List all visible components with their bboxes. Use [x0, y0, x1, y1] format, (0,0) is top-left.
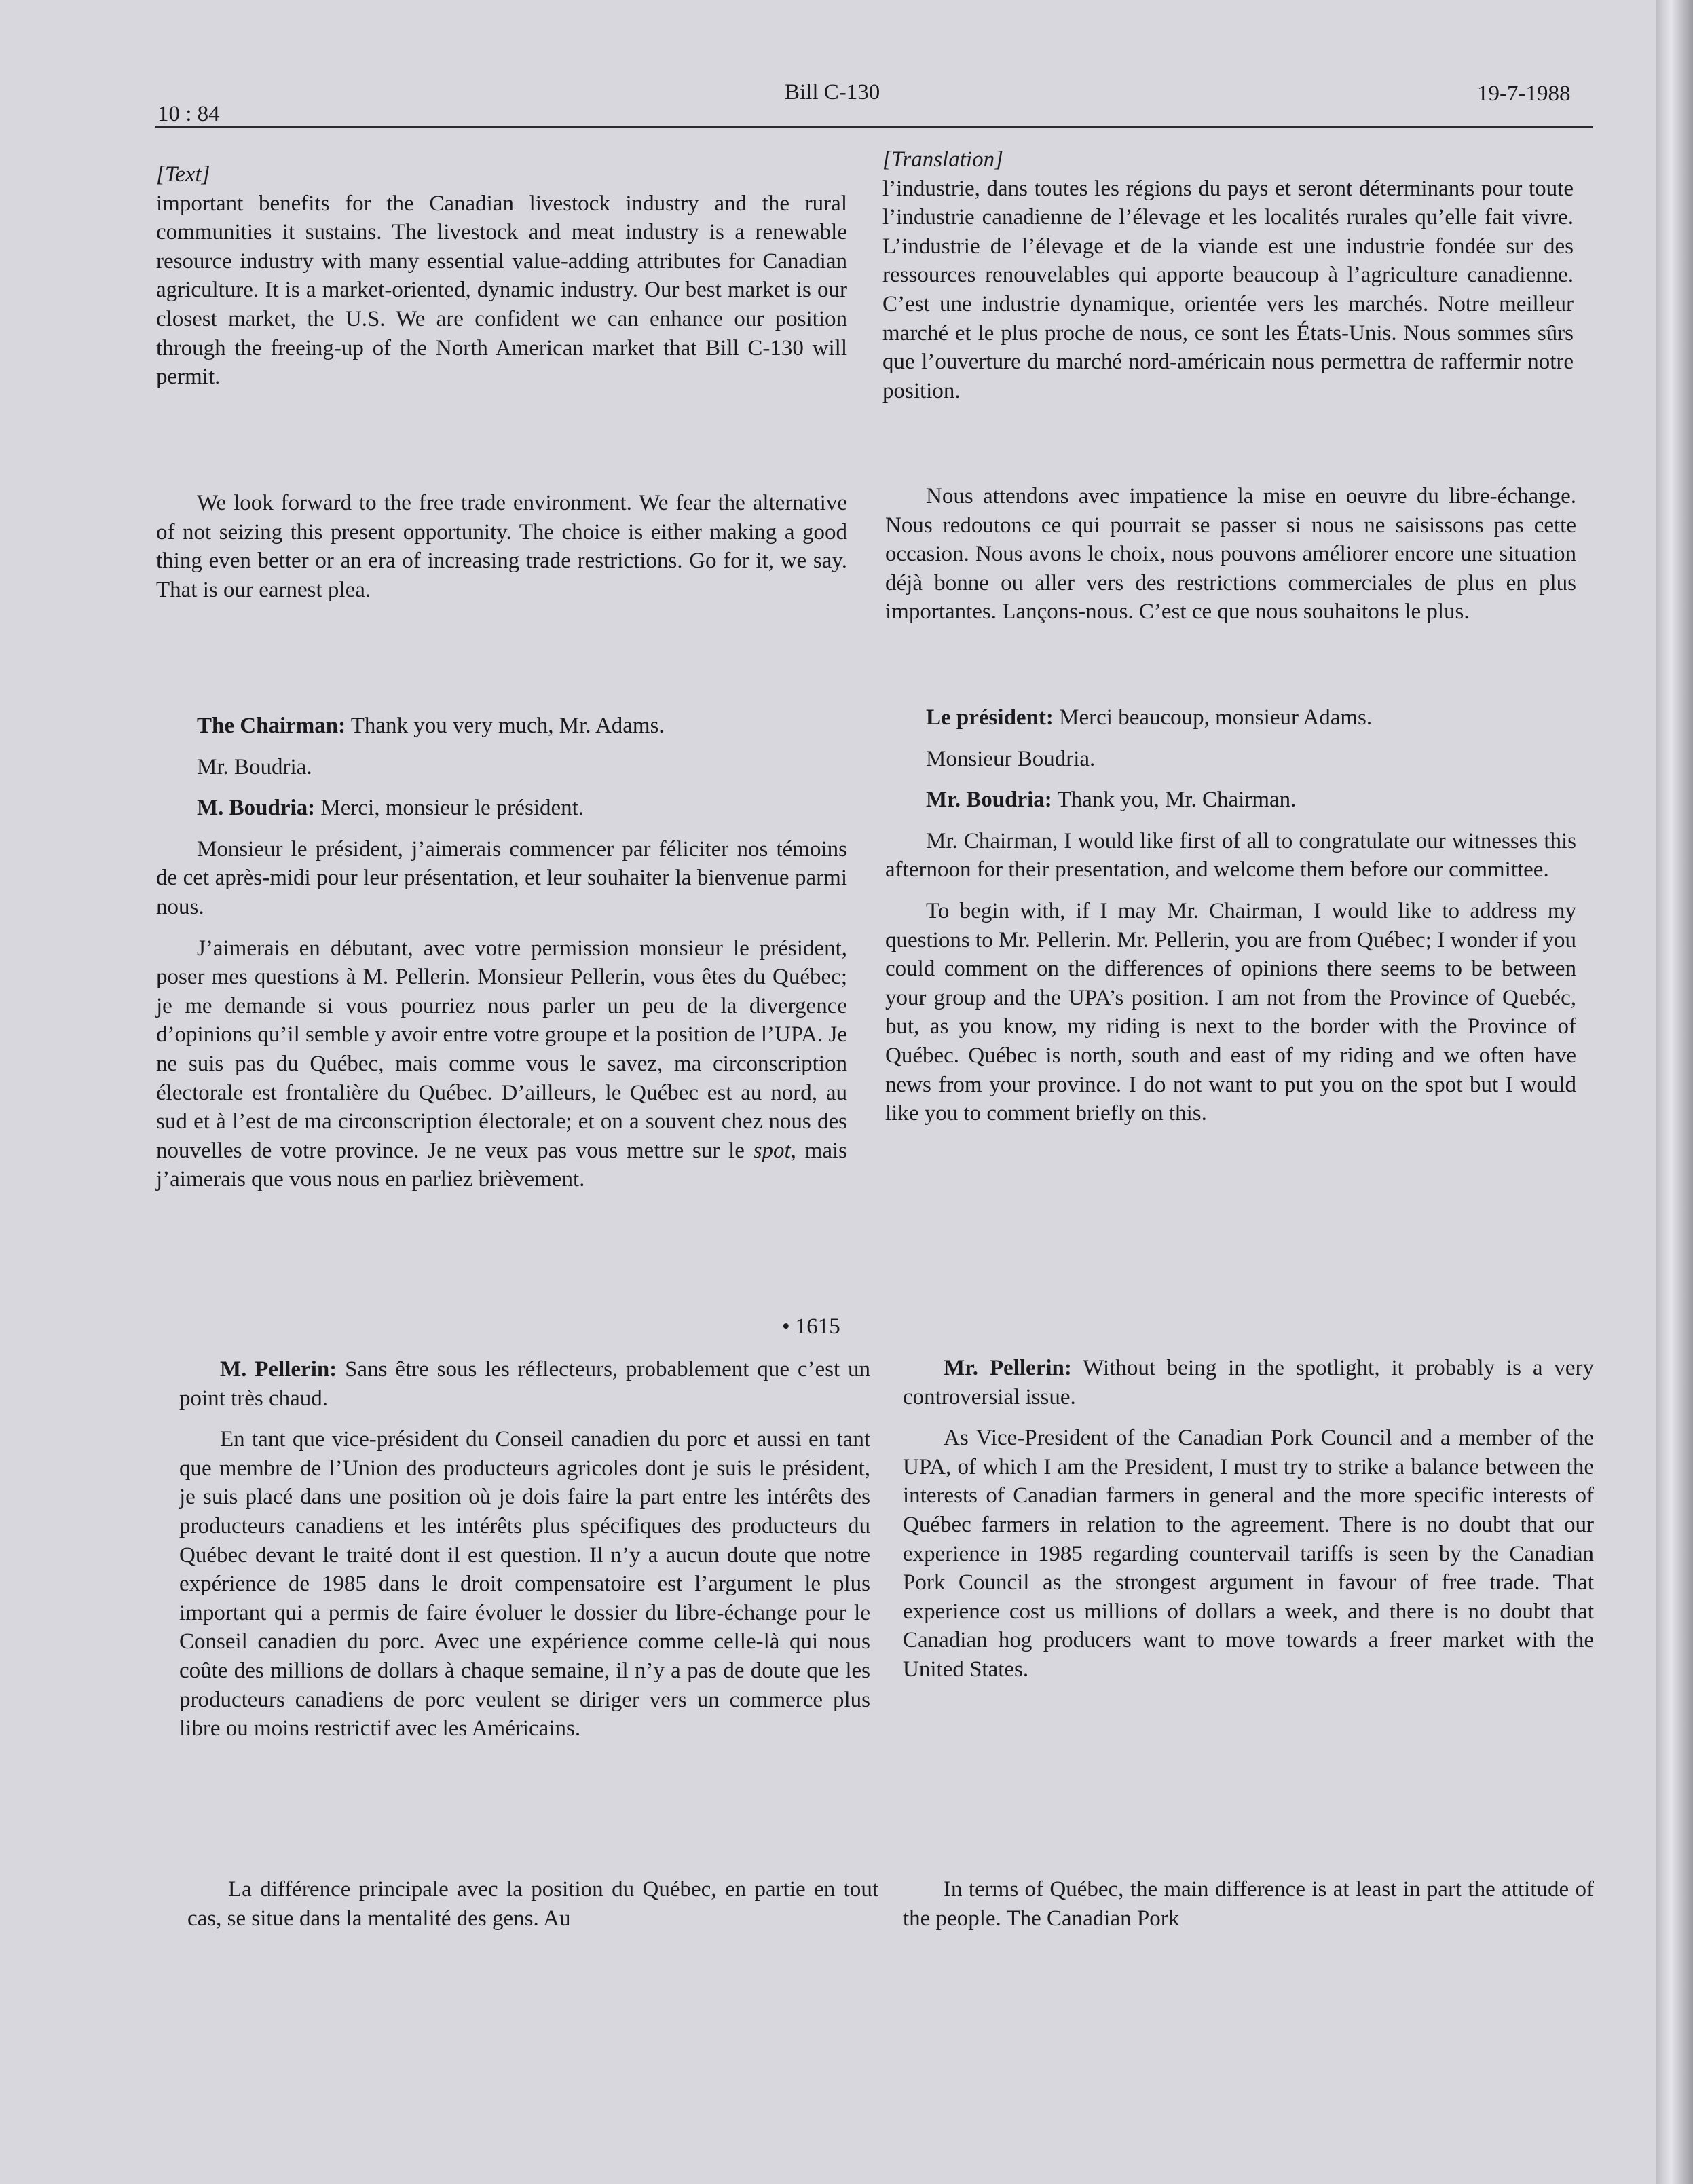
left-paragraph: important benefits for the Canadian livestock industry and the rural communities it sustains. The livestock and meat industry is a renewable resource industry with many essential value-adding attributes for Canadian agriculture. It is a market-oriented, dynamic industry. Our best market is our closest market, the U.S. We are confident we can enhance our position through the freeing-up of the North American market that Bill C-130 will permit.: [156, 191, 847, 390]
text-label: [Text]: [156, 162, 210, 187]
speaker-line: [885, 785, 1576, 815]
speaker-line: [156, 711, 847, 741]
document-title: Bill C-130: [785, 80, 880, 105]
page-edge: [1656, 0, 1693, 2184]
speaker-line: [903, 1354, 1594, 1411]
document-date: 19-7-1988: [1477, 81, 1571, 106]
right-column-block: [903, 1354, 1594, 1684]
right-paragraph: As Vice-President of the Canadian Pork Council and a member of the UPA, of which I am the President, I must try to strike a balance between the interests of Canadian farmers in general and the more specific interests of Québec farmers in relation to the agreement. There is no doubt that our experience in 1985 regarding countervail tariffs is seen by the Canadian Pork Council as the strongest argument in favour of free trade. That experience cost us millions of dollars a week, and there is no doubt that Canadian hog producers want to move towards a freer market with the United States.: [903, 1426, 1594, 1682]
right-column-block: [903, 1875, 1594, 1933]
speaker-name: The Chairman:: [197, 714, 346, 738]
time-marker: • 1615: [782, 1314, 840, 1339]
right-paragraph: Mr. Chairman, I would like first of all to congratulate our witnesses this afternoon for their presentation, and welcome them before our committee.: [885, 828, 1576, 883]
speaker-text: Thank you, Mr. Chairman.: [1052, 788, 1297, 813]
speaker-text: Merci beaucoup, monsieur Adams.: [1053, 705, 1373, 730]
speaker-line: [179, 1355, 870, 1413]
left-paragraph: La différence principale avec la position du Québec, en partie en tout cas, se situe dans la mentalité des gens. Au: [187, 1877, 878, 1931]
speaker-line: [156, 794, 847, 823]
left-column-block: [187, 1875, 878, 1933]
speaker-text: Thank you very much, Mr. Adams.: [346, 714, 665, 738]
right-paragraph: l’industrie, dans toutes les régions du pays et seront déterminants pour toute l’industrie canadienne de l’élevage et les localités rurales qu’elle fait vivre. L’industrie de l’élevage et de la viande est une industrie fondée sur des ressources renouvelables qui apporte beaucoup à l’agriculture canadienne. C’est une industrie dynamique, orientée vers les marchés. Notre meilleur marché et le plus proche de nous, ce sont les États-Unis. Nous sommes sûrs que l’ouverture du marché nord-américain nous permettra de raffermir notre position.: [882, 176, 1574, 403]
right-column-block: [885, 703, 1576, 1128]
translation-label: [Translation]: [882, 147, 1003, 172]
speaker-name: Mr. Pellerin:: [944, 1356, 1072, 1380]
left-column-block: [156, 489, 847, 604]
left-column-block: [156, 711, 847, 1194]
left-column: [156, 160, 847, 392]
left-paragraph: En tant que vice-président du Conseil canadien du porc et aussi en tant que membre de l’Union des producteurs agricoles dont je suis le président, je suis placé dans une position où je dois faire la part entre les intérêts des producteurs canadiens et les intérêts plus spécifiques des producteurs du Québec devant le traité dont il est question. Il n’y a aucun doute que notre expérience de 1985 dans le droit compensatoire est l’argument le plus important qui a permis de faire évoluer le dossier du libre-échange pour le Conseil canadien du porc. Avec une expérience comme celle-là qui nous coûte des millions de dollars à chaque semaine, il n’y a pas de doute que les producteurs canadiens de porc veulent se diriger vers un commerce plus libre ou moins restrictif avec les Américains.: [179, 1427, 870, 1741]
right-paragraph: To begin with, if I may Mr. Chairman, I would like to address my questions to Mr. Pellerin. Mr. Pellerin, you are from Québec; I wonder if you could comment on the differences of opinions there seems to be between your group and the UPA’s position. I am not from the Province of Quebéc, but, as you know, my riding is next to the border with the Province of Québec. Québec is north, south and east of my riding and we often have news from your province. I do not want to put you on the spot but I would like you to comment briefly on this.: [885, 898, 1576, 1126]
paragraph-text: J’aimerais en débutant, avec votre permission monsieur le président, poser mes questions à M. Pellerin. Monsieur Pellerin, vous êtes du Québec; je me demande si vous pourriez nous parler un peu de la divergence d’opinions qu’il semble y avoir entre votre groupe et la position de l’UPA. Je ne suis pas du Québec, mais comme vous le savez, ma circonscription électorale est frontalière du Québec. D’ailleurs, le Québec est au nord, au sud et à l’est de ma circonscription électorale; et on a souvent chez nous des nouvelles de votre province. Je ne veux pas vous mettre sur le: [156, 936, 847, 1163]
left-paragraph: Mr. Boudria.: [197, 754, 312, 779]
right-column: [882, 145, 1574, 405]
speaker-line: [885, 703, 1576, 733]
page-number: 10 : 84: [157, 102, 220, 126]
left-paragraph: Monsieur le président, j’aimerais commencer par féliciter nos témoins de cet après-midi pour leur présentation, et leur souhaiter la bienvenue parmi nous.: [156, 836, 847, 919]
right-column-block: [885, 482, 1576, 627]
emphasis-word: spot: [753, 1138, 791, 1163]
right-paragraph: In terms of Québec, the main difference is at least in part the attitude of the people. The Canadian Pork: [903, 1877, 1594, 1931]
speaker-text: Sans être sous les réflecteurs, probablement que c’est un point très chaud.: [179, 1357, 871, 1411]
right-paragraph: Nous attendons avec impatience la mise en oeuvre du libre-échange. Nous redoutons ce qui pourrait se passer si nous ne saisissons pas cette occasion. Nous avons le choix, nous pouvons améliorer encore une situation déjà bonne ou aller vers des restrictions commerciales de plus en plus importantes. Lançons-nous. C’est ce que nous souhaitons le plus.: [885, 484, 1576, 625]
left-column-block: [179, 1355, 870, 1743]
left-paragraph: [156, 934, 847, 1194]
speaker-name: Le président:: [926, 705, 1054, 730]
speaker-name: M. Pellerin:: [220, 1357, 337, 1382]
right-paragraph: Monsieur Boudria.: [926, 746, 1096, 771]
left-paragraph: We look forward to the free trade environment. We fear the alternative of not seizing this present opportunity. The choice is either making a good thing even better or an era of increasing trade restrictions. Go for it, we say. That is our earnest plea.: [156, 491, 847, 602]
header-rule: [155, 126, 1593, 128]
speaker-name: Mr. Boudria:: [926, 788, 1052, 813]
speaker-name: M. Boudria:: [197, 796, 316, 821]
speaker-text: Without being in the spotlight, it probably is a very controversial issue.: [903, 1356, 1594, 1409]
paragraph-text: , mais j’aimerais que vous nous en parliez brièvement.: [156, 1138, 847, 1192]
speaker-text: Merci, monsieur le président.: [315, 796, 584, 821]
